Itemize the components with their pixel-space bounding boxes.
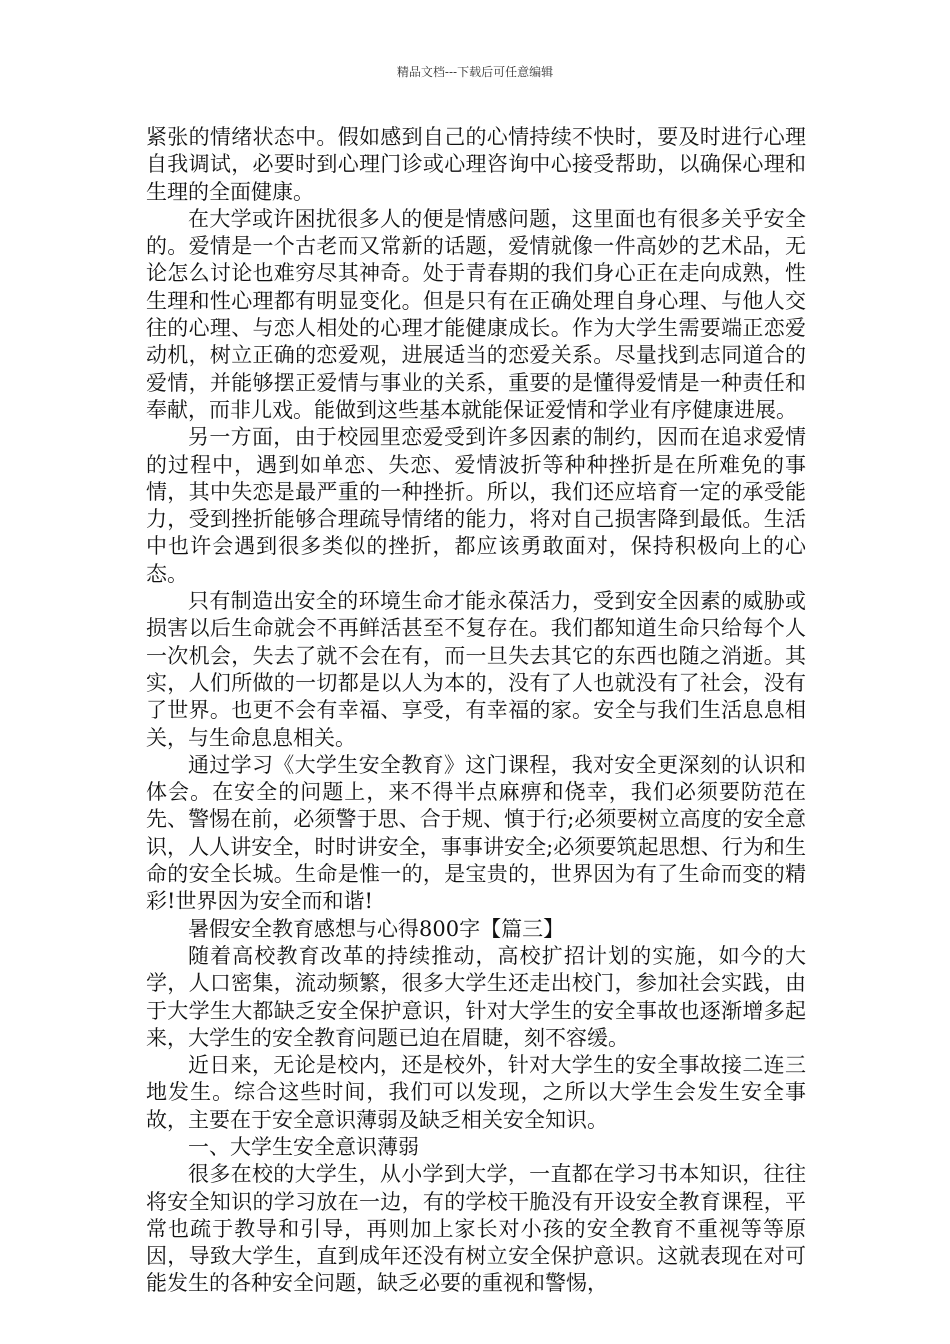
- paragraph-3: 另一方面，由于校园里恋爱受到许多因素的制约，因而在追求爱情的过程中，遇到如单恋、失恋、爱情波折等种种挫折是在所难免的事情，其中失恋是最严重的一种挫折。所以，我们还应培育一定的承受能力，受到挫折能够合理疏导情绪的能力，将对自己损害降到最低。生活中也许会遇到很多类似的挫折，都应该勇敢面对，保持积极向上的心态。: [146, 425, 806, 586]
- paragraph-1: 紧张的情绪状态中。假如感到自己的心情持续不快时，要及时进行心理自我调试，必要时到心理门诊或心理咨询中心接受帮助，以确保心理和生理的全面健康。: [146, 125, 806, 204]
- paragraph-2: 在大学或许困扰很多人的便是情感问题，这里面也有很多关乎安全的。爱情是一个古老而又常新的话题，爱情就像一件高妙的艺术品，无论怎么讨论也难穷尽其神奇。处于青春期的我们身心正在走向成熟，性生理和性心理都有明显变化。但是只有在正确处理自身心理、与他人交往的心理、与恋人相处的心理才能健康成长。作为大学生需要端正恋爱动机，树立正确的恋爱观，进展适当的恋爱关系。尽量找到志同道合的爱情，并能够摆正爱情与事业的关系，重要的是懂得爱情是一种责任和奉献，而非儿戏。能做到这些基本就能保证爱情和学业有序健康进展。: [146, 206, 806, 422]
- paragraph-5: 通过学习《大学生安全教育》这门课程，我对安全更深刻的认识和体会。在安全的问题上，来不得半点麻痹和侥幸，我们必须要防范在先、警惕在前，必须警于思、合于规、慎于行;必须要树立高度的安全意识，人人讲安全，时时讲安全，事事讲安全;必须要筑起思想、行为和生命的安全长城。生命是惟一的，是宝贵的，世界因为有了生命而变的精彩!世界因为安全而和谐!: [146, 752, 806, 914]
- subheading: 一、大学生安全意识薄弱: [188, 1134, 419, 1159]
- paragraph-4: 只有制造出安全的环境生命才能永葆活力，受到安全因素的威胁或损害以后生命就会不再鲜活甚至不复存在。我们都知道生命只给每个人一次机会，失去了就不会在有，而一旦失去其它的东西也随之消逝。其实，人们所做的一切都是以人为本的，没有了人也就没有了社会，没有了世界。也更不会有幸福、享受，有幸福的家。安全与我们生活息息相关，与生命息息相关。: [146, 589, 806, 750]
- paragraph-6: 随着高校教育改革的持续推动，高校扩招计划的实施，如今的大学，人口密集，流动频繁，很多大学生还走出校门，参加社会实践，由于大学生大都缺乏安全保护意识，针对大学生的安全事故也逐渐增多起来，大学生的安全教育问题已迫在眉睫，刻不容缓。: [146, 943, 806, 1050]
- section-heading: 暑假安全教育感想与心得800字【篇三】: [188, 916, 565, 941]
- paragraph-7: 近日来，无论是校内，还是校外，针对大学生的安全事故接二连三地发生。综合这些时间，我们可以发现，之所以大学生会发生安全事故，主要在于安全意识薄弱及缺乏相关安全知识。: [146, 1053, 806, 1132]
- paragraph-8: 很多在校的大学生，从小学到大学，一直都在学习书本知识，往往将安全知识的学习放在一边，有的学校干脆没有开设安全教育课程，平常也疏于教导和引导，再则加上家长对小孩的安全教育不重视等等原因，导致大学生，直到成年还没有树立安全保护意识。这就表现在对可能发生的各种安全问题，缺乏必要的重视和警惕，: [146, 1162, 806, 1296]
- page-header: 精品文档---下载后可任意编辑: [396, 65, 554, 79]
- document-body: [146, 124, 806, 1298]
